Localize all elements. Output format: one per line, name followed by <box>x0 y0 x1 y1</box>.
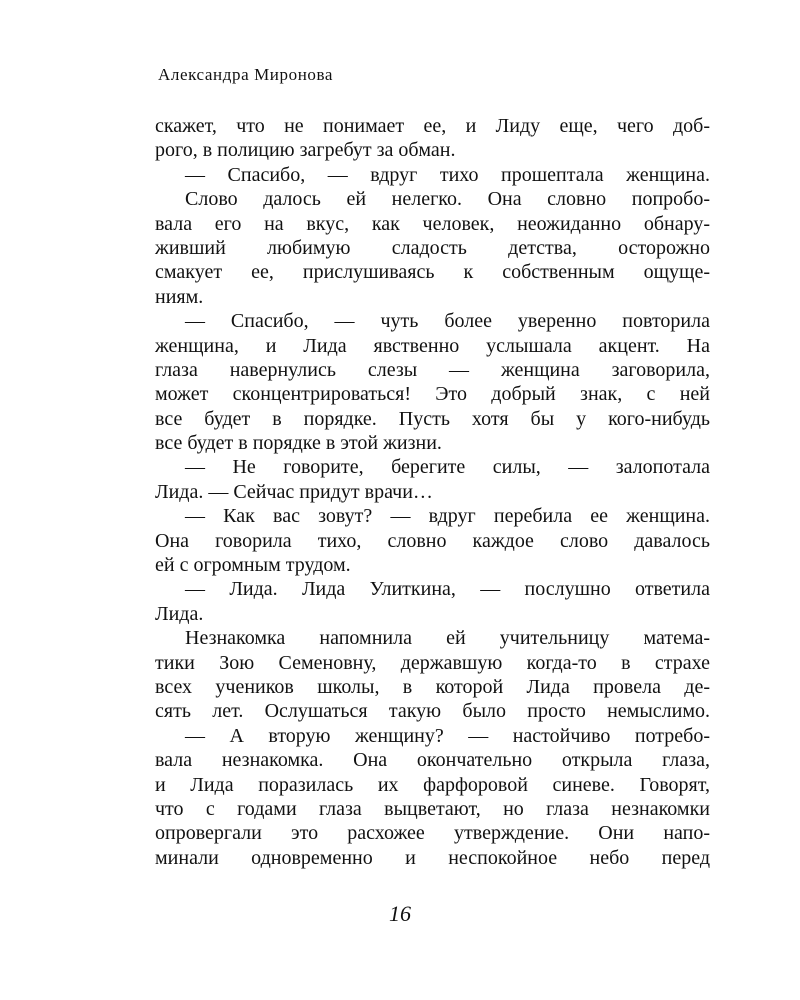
text-line: скажет, что не понимает ее, и Лиду еще, чего доб- <box>155 115 710 137</box>
text-line: рого, в полицию загребут за обман. <box>155 139 456 162</box>
text-line: ей с огромным трудом. <box>155 554 351 577</box>
page-number: 16 <box>389 901 411 926</box>
text-line: Лида. <box>155 602 204 625</box>
text-line: Незнакомка напомнила ей учительницу матема- <box>185 627 710 650</box>
text-line: что с годами глаза выцветают, но глаза незнакомки <box>155 797 710 820</box>
text-line: живший любимую сладость детства, осторожно <box>155 236 710 259</box>
text-line: — А вторую женщину? — настойчиво потребо- <box>185 724 710 747</box>
text-line: опровергали это расхожее утверждение. Они напо- <box>155 822 710 845</box>
text-line: вала незнакомка. Она окончательно открыла глаза, <box>155 749 710 772</box>
text-line: женщина, и Лида явственно услышала акцент. На <box>155 334 710 357</box>
text-line: Слово далось ей нелегко. Она словно попробо- <box>185 188 710 211</box>
text-line: и Лида поразилась их фарфоровой синеве. Говорят, <box>155 773 710 796</box>
text-line: — Как вас зовут? — вдруг перебила ее женщина. <box>185 505 710 528</box>
text-line: может сконцентрироваться! Это добрый знак, с ней <box>155 383 710 406</box>
text-line: смакует ее, прислушиваясь к собственным ощуще- <box>155 261 710 284</box>
text-line: — Не говорите, берегите силы, — залопотала <box>185 456 710 479</box>
text-line: сять лет. Ослушаться такую было просто немыслимо. <box>155 700 710 723</box>
text-line: минали одновременно и неспокойное небо перед <box>155 846 710 869</box>
text-line: Она говорила тихо, словно каждое слово давалось <box>155 529 710 552</box>
text-line: ниям. <box>155 285 204 308</box>
text-line: все будет в порядке в этой жизни. <box>155 432 442 455</box>
text-line: вала его на вкус, как человек, неожиданно обнару- <box>155 212 710 235</box>
text-line: все будет в порядке. Пусть хотя бы у кого-нибудь <box>155 407 710 430</box>
text-line: Лида. — Сейчас придут врачи… <box>155 480 433 503</box>
running-header-author: Александра Миронова <box>158 65 334 84</box>
text-line: глаза навернулись слезы — женщина заговорила, <box>155 358 710 381</box>
body-text <box>155 114 710 870</box>
text-line: всех учеников школы, в которой Лида провела де- <box>155 675 710 698</box>
text-line: тики Зою Семеновну, державшую когда-то в страхе <box>155 651 710 674</box>
text-line: — Лида. Лида Улиткина, — послушно ответила <box>185 578 710 601</box>
text-line: — Спасибо, — чуть более уверенно повторила <box>185 310 710 333</box>
text-line: — Спасибо, — вдруг тихо прошептала женщина. <box>185 163 710 186</box>
